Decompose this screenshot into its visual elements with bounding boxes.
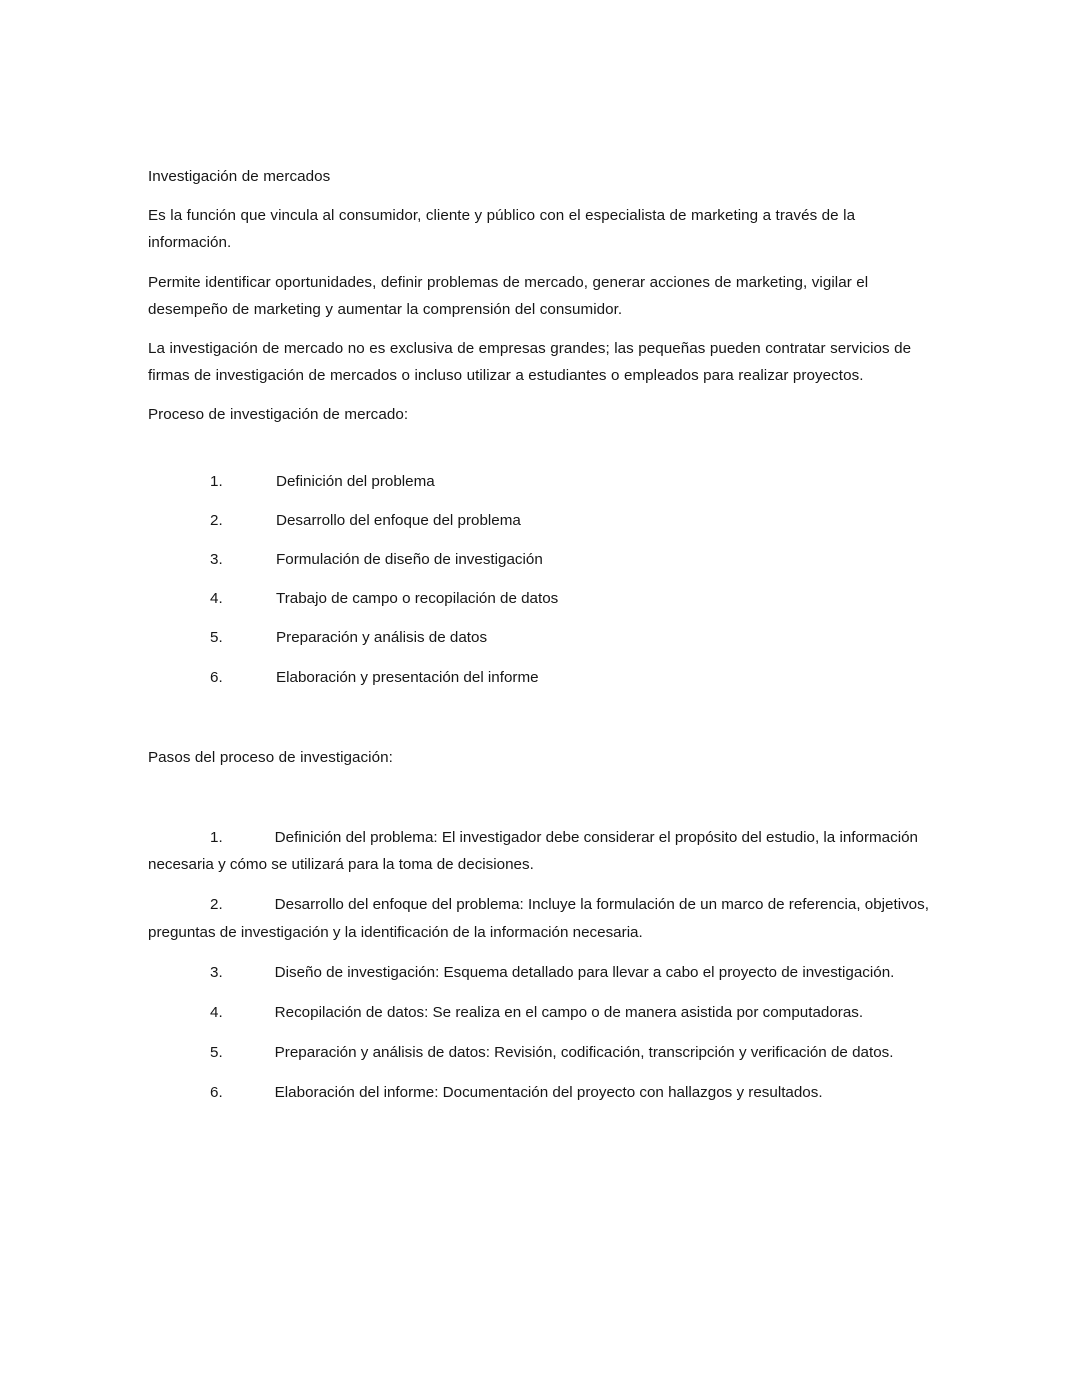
list-item-number: 5. (210, 629, 223, 647)
list-item-number: 4. (210, 590, 223, 608)
list-item-number: 3. (210, 551, 223, 569)
list-item-number: 6. (210, 1084, 223, 1102)
blank-line-after-process-list-2 (148, 730, 934, 744)
list-item (148, 959, 934, 986)
list-item-number: 1. (210, 829, 223, 847)
blank-line-before-steps-list (148, 783, 934, 810)
blank-line-before-steps-list-2 (148, 810, 934, 824)
list-item (148, 999, 934, 1026)
paragraph-intro-purpose: Permite identificar oportunidades, definir problemas de mercado, generar acciones de marketing, vigilar el desempeño de marketing y aumentar la comprensión del consumidor. (148, 273, 869, 318)
heading-pasos-del-proceso: Pasos del proceso de investigación: (148, 748, 393, 766)
list-item-label: Recopilación de datos: Se realiza en el campo o de manera asistida por computadoras. (274, 1004, 864, 1022)
blank-line-before-process-list (148, 441, 934, 468)
list-item (148, 546, 934, 573)
list-item-number: 3. (210, 963, 223, 981)
list-item (148, 664, 934, 691)
list-item (148, 507, 934, 534)
list-item-label: Diseño de investigación: Esquema detallado para llevar a cabo el proyecto de investigación. (274, 963, 895, 981)
paragraph-intro-scope: La investigación de mercado no es exclusiva de empresas grandes; las pequeñas pueden contratar servicios de firmas de investigación de mercados o incluso utilizar a estudiantes o empleados para realizar proyectos. (148, 340, 912, 385)
document-title: Investigación de mercados (148, 168, 331, 185)
list-item-label: Preparación y análisis de datos: Revisión, codificación, transcripción y verificación de datos. (274, 1044, 894, 1062)
list-item (148, 468, 934, 495)
list-item-label: Definición del problema: El investigador debe considerar el propósito del estudio, la información necesaria y cómo se utilizará para la toma de decisiones. (148, 829, 918, 874)
list-item-label: Trabajo de campo o recopilación de datos (276, 590, 559, 608)
list-item-label: Desarrollo del enfoque del problema: Incluye la formulación de un marco de referencia, objetivos, preguntas de investigación y la identificación de la información necesaria. (148, 896, 929, 941)
list-item-number: 2. (210, 896, 223, 914)
list-item (148, 1079, 934, 1106)
list-item-label: Preparación y análisis de datos (276, 629, 488, 647)
list-item-number: 6. (210, 668, 223, 686)
heading-proceso-de-investigacion: Proceso de investigación de mercado: (148, 406, 409, 424)
steps-list (148, 824, 934, 1107)
list-item-label: Desarrollo del enfoque del problema (276, 511, 521, 529)
list-item (148, 585, 934, 612)
list-item (148, 624, 934, 651)
list-item-number: 1. (210, 472, 223, 490)
paragraph-intro-definition: Es la función que vincula al consumidor, cliente y público con el especialista de marketing a través de la información. (148, 207, 856, 252)
blank-line-after-process-list (148, 703, 934, 730)
document-text-column (148, 163, 934, 1120)
list-item-number: 2. (210, 511, 223, 529)
list-item-number: 5. (210, 1044, 223, 1062)
list-item (148, 1039, 934, 1066)
list-item-label: Definición del problema (276, 472, 435, 490)
list-item-label: Elaboración y presentación del informe (276, 668, 539, 686)
list-item (148, 824, 934, 878)
list-item-label: Elaboración del informe: Documentación del proyecto con hallazgos y resultados. (274, 1084, 823, 1102)
list-item-label: Formulación de diseño de investigación (276, 551, 543, 569)
process-list (148, 468, 934, 691)
list-item (148, 891, 934, 945)
list-item-number: 4. (210, 1004, 223, 1022)
